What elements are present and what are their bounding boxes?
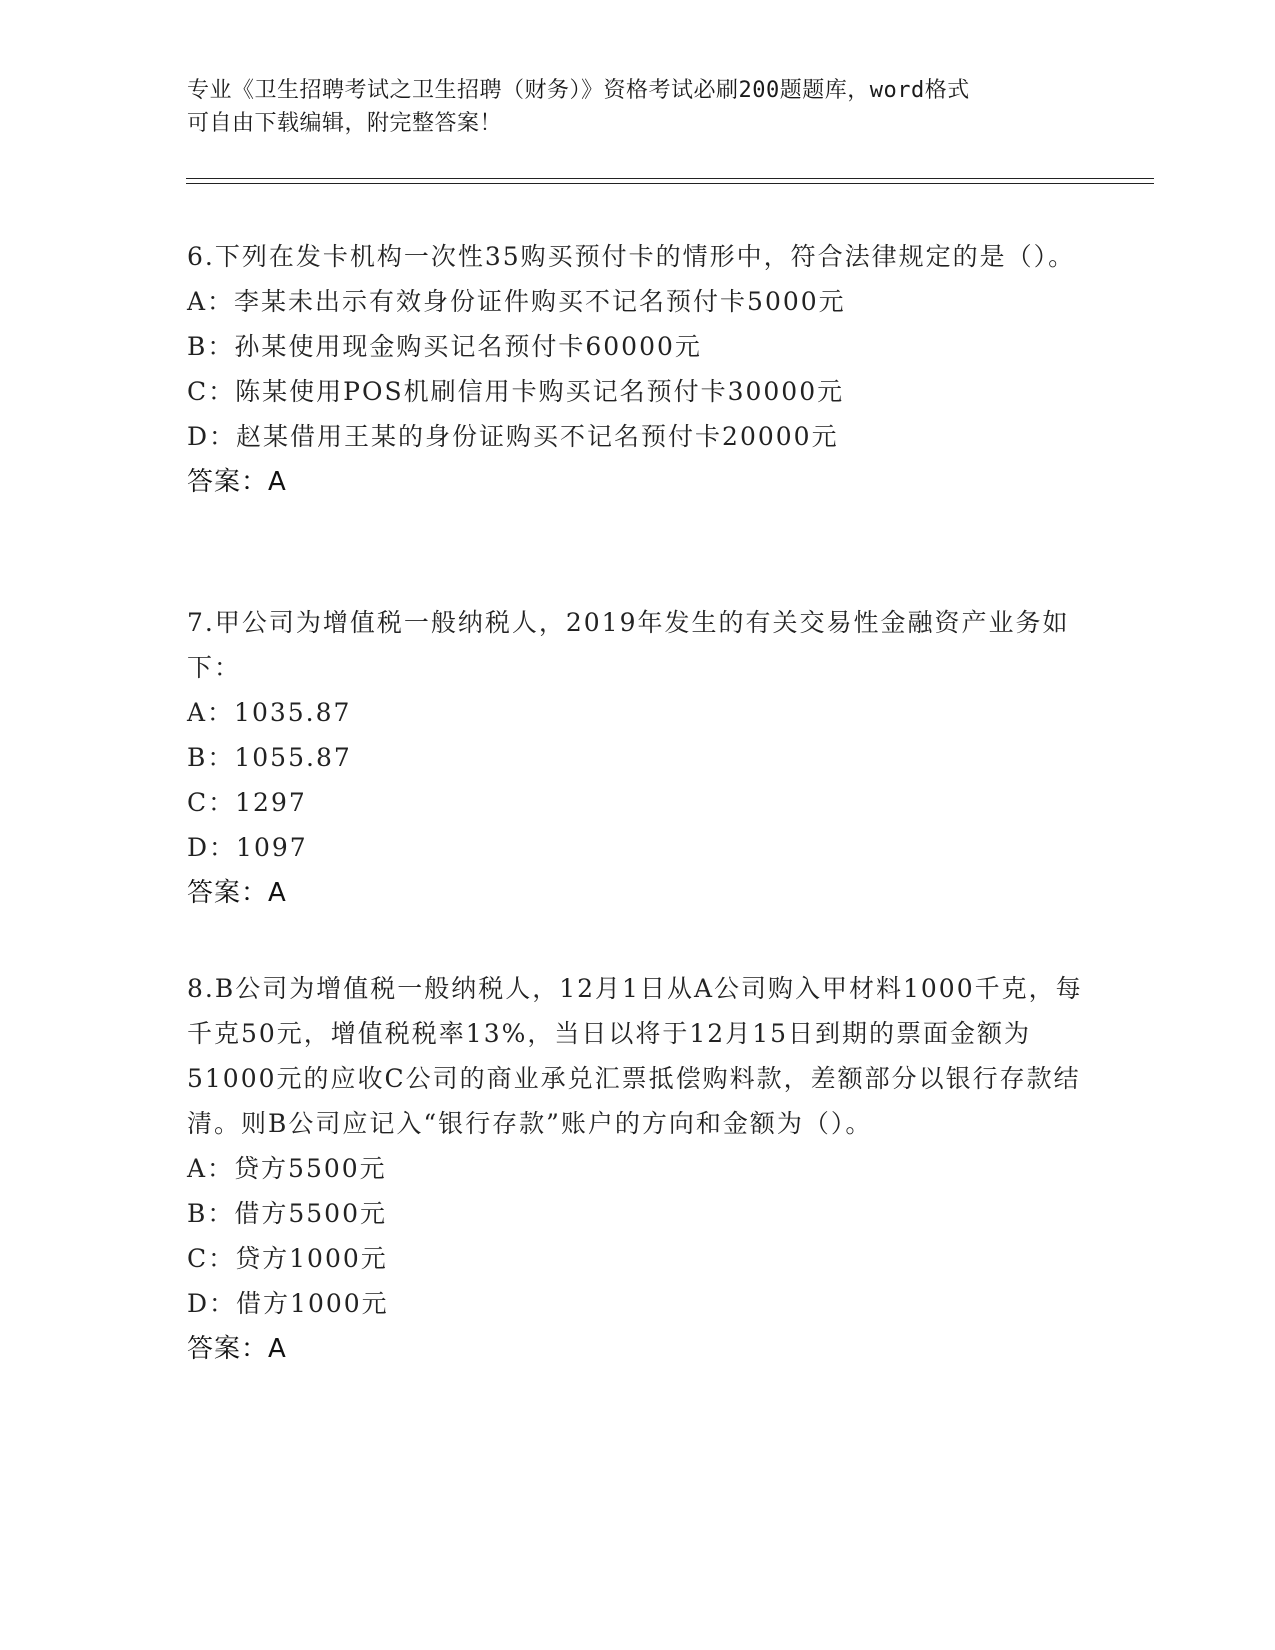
header-line-1: 专业《卫生招聘考试之卫生招聘（财务）》资格考试必刷200题题库，word格式 — [187, 78, 970, 103]
question-8 — [187, 966, 1087, 1372]
header-divider-top — [186, 178, 1154, 179]
question-stem: 7.甲公司为增值税一般纳税人，2019年发生的有关交易性金融资产业务如下： — [187, 608, 1070, 682]
option-d: D：赵某借用王某的身份证购买不记名预付卡20000元 — [187, 422, 839, 451]
question-6 — [187, 234, 1087, 505]
option-a: A：1035.87 — [187, 698, 352, 727]
option-d: D：1097 — [187, 833, 308, 862]
option-c: C：1297 — [187, 788, 307, 817]
header-divider-bottom — [186, 183, 1154, 184]
option-b: B：借方5500元 — [187, 1199, 387, 1228]
option-b: B：1055.87 — [187, 743, 352, 772]
option-d: D：借方1000元 — [187, 1289, 389, 1318]
option-b: B：孙某使用现金购买记名预付卡60000元 — [187, 332, 702, 361]
question-stem: 6.下列在发卡机构一次性35购买预付卡的情形中，符合法律规定的是（）。 — [187, 242, 1076, 271]
header-line-2: 可自由下载编辑，附完整答案！ — [187, 111, 503, 136]
answer-line: 答案：A — [187, 467, 287, 497]
option-a: A：贷方5500元 — [187, 1154, 387, 1183]
question-7 — [187, 600, 1087, 916]
answer-line: 答案：A — [187, 1334, 287, 1364]
document-header — [187, 74, 1087, 140]
option-a: A：李某未出示有效身份证件购买不记名预付卡5000元 — [187, 287, 846, 316]
option-c: C：陈某使用POS机刷信用卡购买记名预付卡30000元 — [187, 377, 845, 406]
answer-line: 答案：A — [187, 878, 287, 908]
option-c: C：贷方1000元 — [187, 1244, 388, 1273]
question-stem: 8.B公司为增值税一般纳税人，12月1日从A公司购入甲材料1000千克，每千克50元，增值税税率13%，当日以将于12月15日到期的票面金额为51000元的应收C公司的商业承兑汇票抵偿购料款，差额部分以银行存款结清。则B公司应记入“银行存款”账户的方向和金额为（）。 — [187, 974, 1083, 1138]
